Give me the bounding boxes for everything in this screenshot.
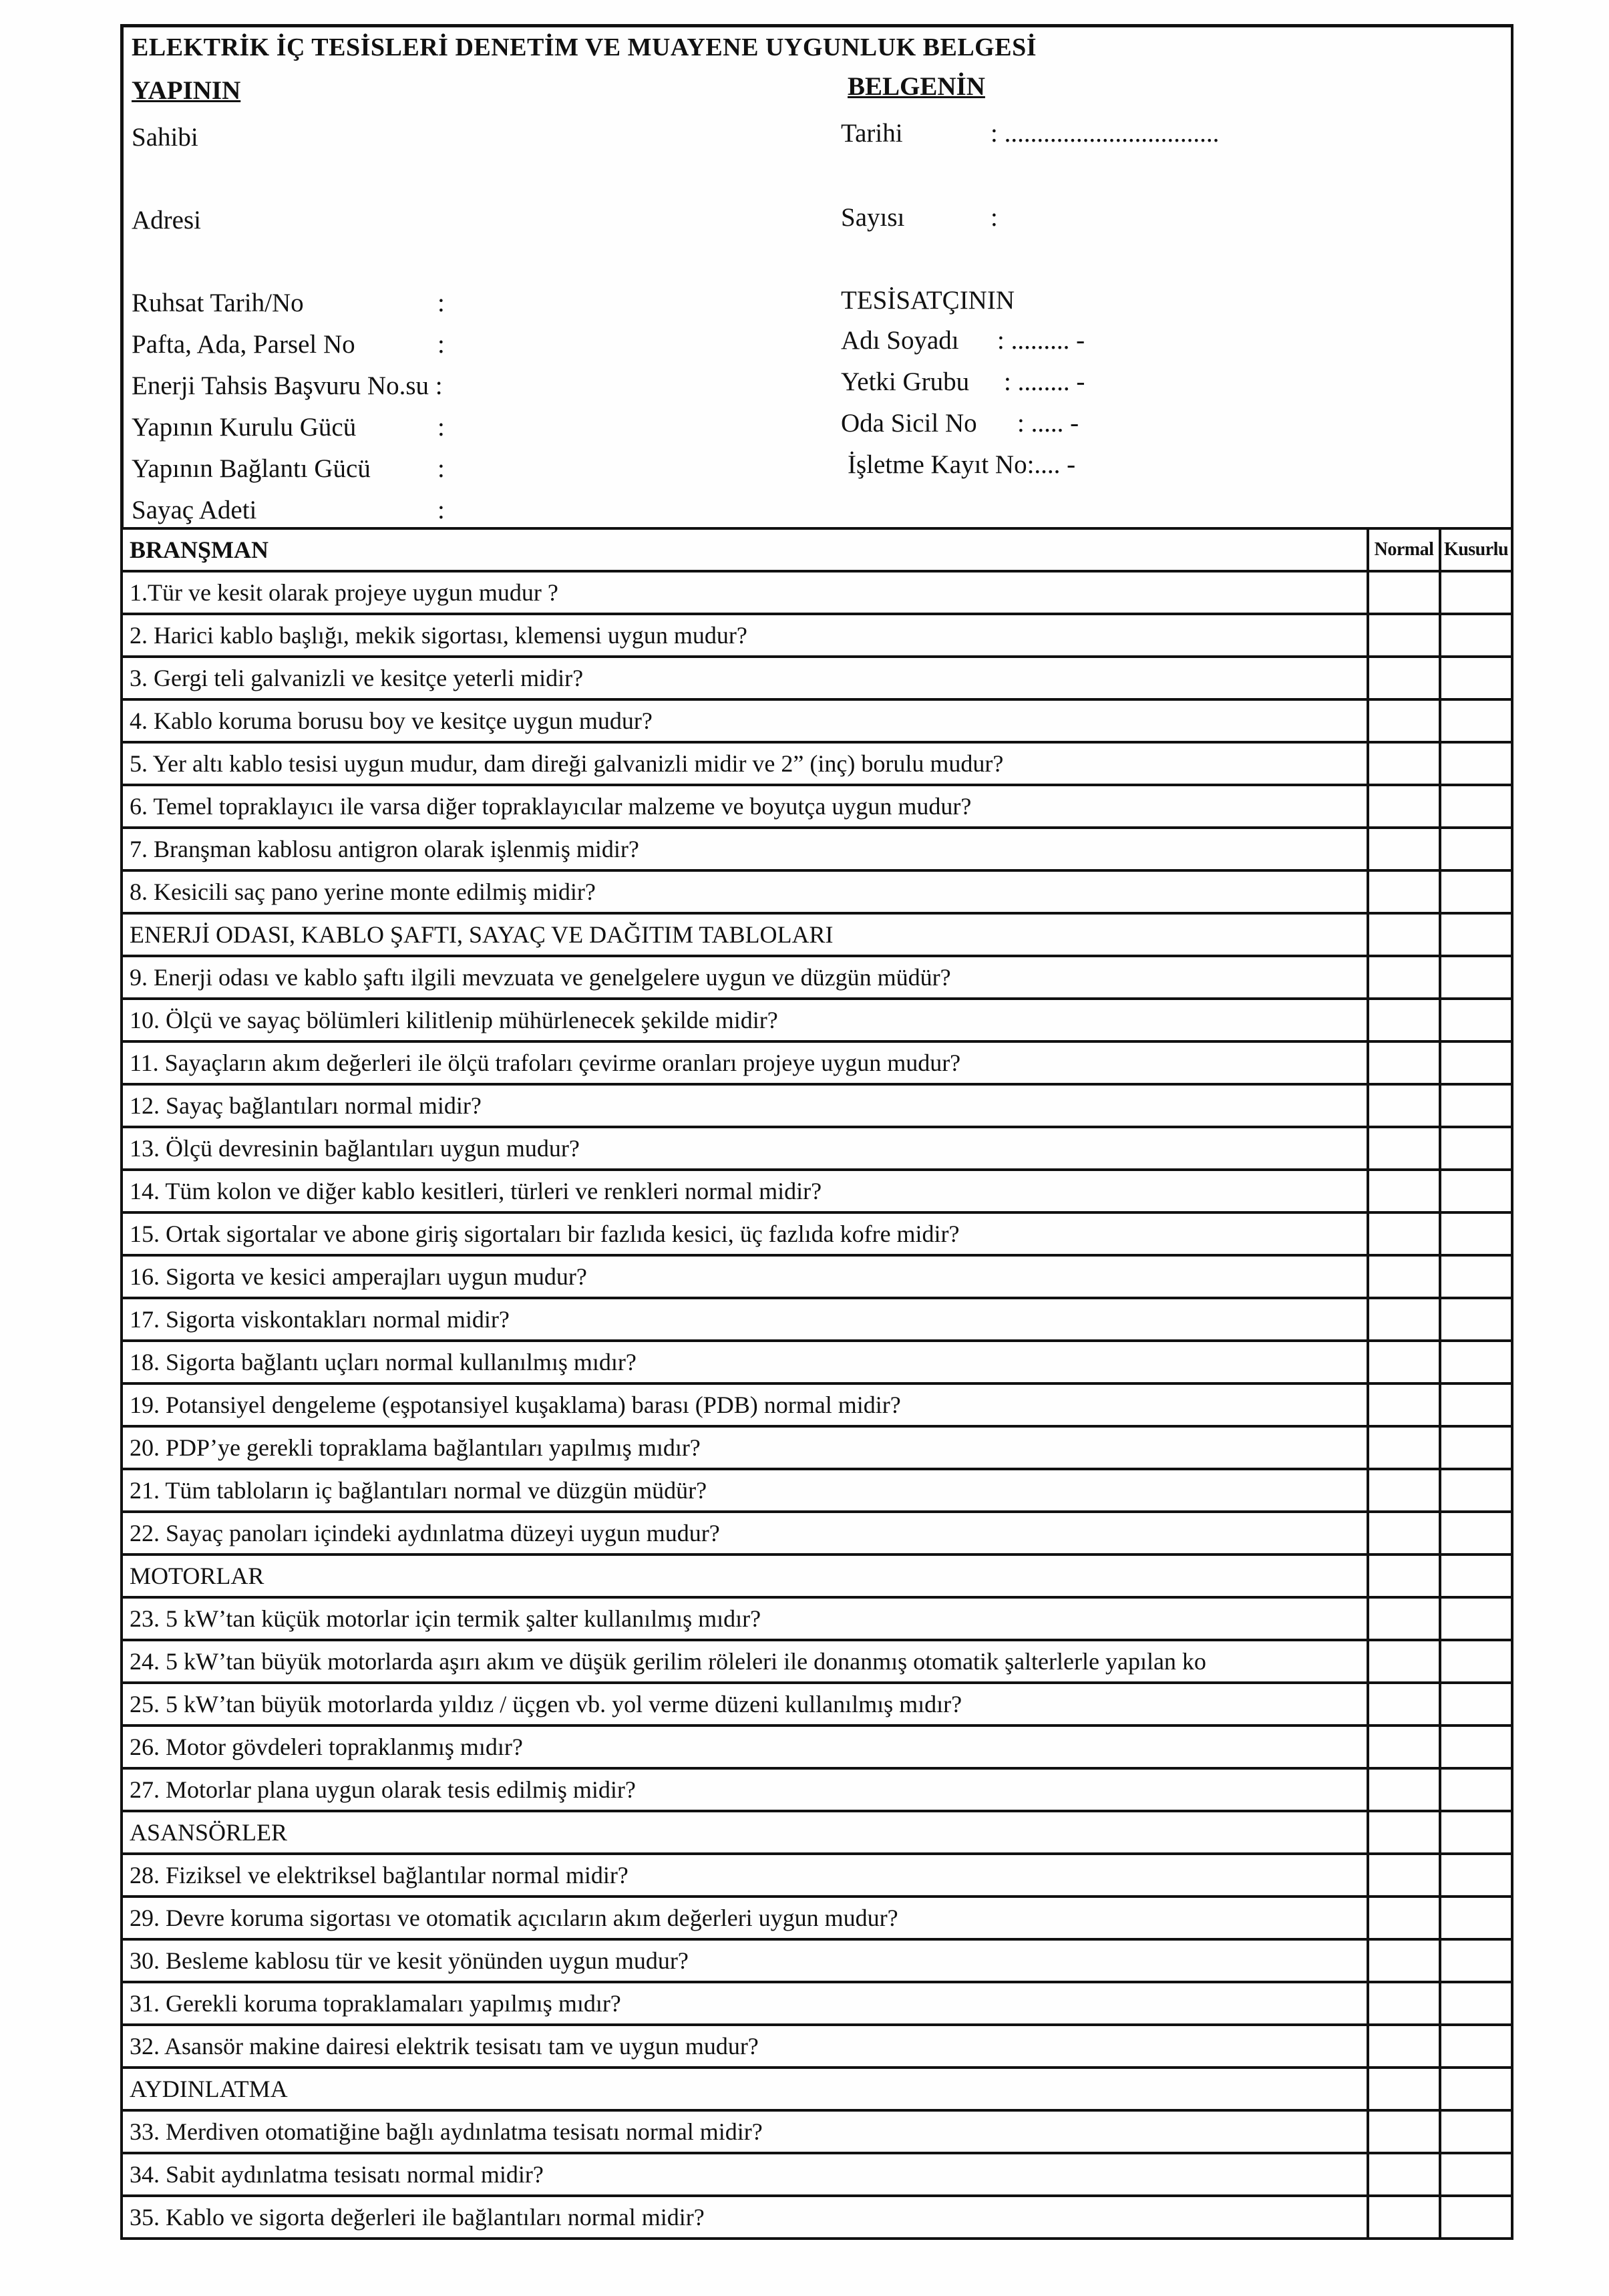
question-text: 18. Sigorta bağlantı uçları normal kullanılmış mıdır? (122, 1341, 1368, 1383)
question-text: 12. Sayaç bağlantıları normal midir? (122, 1084, 1368, 1127)
kusurlu-checkbox-cell[interactable] (1440, 1041, 1512, 1084)
normal-checkbox-cell[interactable] (1368, 1768, 1440, 1811)
question-row (122, 1041, 1512, 1084)
normal-checkbox-cell[interactable] (1368, 1683, 1440, 1726)
kusurlu-checkbox-cell[interactable] (1440, 1897, 1512, 1939)
question-row (122, 1255, 1512, 1298)
kusurlu-checkbox-cell[interactable] (1440, 870, 1512, 913)
permit-colon: : (437, 289, 445, 317)
kusurlu-checkbox-cell[interactable] (1440, 828, 1512, 870)
question-row (122, 742, 1512, 785)
question-text: 16. Sigorta ve kesici amperajları uygun mudur? (122, 1255, 1368, 1298)
question-text: 11. Sayaçların akım değerleri ile ölçü trafoları çevirme oranları projeye uygun mudur? (122, 1041, 1368, 1084)
kusurlu-checkbox-cell[interactable] (1440, 1084, 1512, 1127)
section-header-cell (1440, 2068, 1512, 2110)
normal-checkbox-cell[interactable] (1368, 1982, 1440, 2025)
question-text: 17. Sigorta viskontakları normal midir? (122, 1298, 1368, 1341)
section-header-cell (1368, 2068, 1440, 2110)
certificate-section-heading: BELGENİN (848, 72, 985, 101)
question-text: 7. Branşman kablosu antigron olarak işlenmiş midir? (122, 828, 1368, 870)
kusurlu-checkbox-cell[interactable] (1440, 1341, 1512, 1383)
section-header-row (122, 913, 1512, 956)
question-text: 1.Tür ve kesit olarak projeye uygun mudur ? (122, 571, 1368, 614)
kusurlu-checkbox-cell[interactable] (1440, 1469, 1512, 1512)
normal-checkbox-cell[interactable] (1368, 1127, 1440, 1170)
question-text: 22. Sayaç panoları içindeki aydınlatma düzeyi uygun mudur? (122, 1512, 1368, 1554)
question-row (122, 1127, 1512, 1170)
question-row (122, 2110, 1512, 2153)
section-header-cell (1368, 1554, 1440, 1597)
kusurlu-checkbox-cell[interactable] (1440, 785, 1512, 828)
question-text: 27. Motorlar plana uygun olarak tesis edilmiş midir? (122, 1768, 1368, 1811)
question-row (122, 2153, 1512, 2196)
question-text: 8. Kesicili saç pano yerine monte edilmiş midir? (122, 870, 1368, 913)
question-text: 23. 5 kW’tan küçük motorlar için termik şalter kullanılmış mıdır? (122, 1597, 1368, 1640)
permit-label: Ruhsat Tarih/No (132, 289, 304, 317)
question-text: 4. Kablo koruma borusu boy ve kesitçe uygun mudur? (122, 699, 1368, 742)
normal-checkbox-cell[interactable] (1368, 1426, 1440, 1469)
question-text: 21. Tüm tabloların iç bağlantıları normal ve düzgün müdür? (122, 1469, 1368, 1512)
question-text: 15. Ortak sigortalar ve abone giriş sigortaları bir fazlıda kesici, üç fazlıda kofre midir? (122, 1212, 1368, 1255)
number-field[interactable]: : (991, 203, 998, 232)
normal-checkbox-cell[interactable] (1368, 828, 1440, 870)
connection-power-label: Yapının Bağlantı Gücü (132, 454, 371, 483)
chamber-registry-label: Oda Sicil No (841, 409, 977, 438)
question-row (122, 1426, 1512, 1469)
question-row (122, 1469, 1512, 1512)
kusurlu-checkbox-cell[interactable] (1440, 1982, 1512, 2025)
checklist-table (120, 527, 1513, 2240)
kusurlu-checkbox-cell[interactable] (1440, 2196, 1512, 2239)
normal-checkbox-cell[interactable] (1368, 614, 1440, 657)
section-header-row (122, 2068, 1512, 2110)
section-title: AYDINLATMA (122, 2068, 1368, 2110)
section-title: ASANSÖRLER (122, 1811, 1368, 1854)
kusurlu-checkbox-cell[interactable] (1440, 657, 1512, 699)
building-section-heading: YAPININ (132, 76, 241, 105)
normal-column-header: Normal (1368, 528, 1440, 571)
normal-checkbox-cell[interactable] (1368, 870, 1440, 913)
section-title: BRANŞMAN (122, 528, 1368, 571)
installed-power-colon: : (437, 413, 445, 442)
normal-checkbox-cell[interactable] (1368, 571, 1440, 614)
question-row (122, 1212, 1512, 1255)
normal-checkbox-cell[interactable] (1368, 1383, 1440, 1426)
installer-name-label: Adı Soyadı (841, 326, 959, 355)
section-header-cell (1440, 913, 1512, 956)
number-label: Sayısı (841, 203, 905, 232)
kusurlu-checkbox-cell[interactable] (1440, 1383, 1512, 1426)
question-text: 33. Merdiven otomatiğine bağlı aydınlatma tesisatı normal midir? (122, 2110, 1368, 2153)
inspection-form (120, 24, 1513, 2240)
section-header-cell (1368, 1811, 1440, 1854)
section-title: ENERJİ ODASI, KABLO ŞAFTI, SAYAÇ VE DAĞITIM TABLOLARI (122, 913, 1368, 956)
normal-checkbox-cell[interactable] (1368, 1084, 1440, 1127)
installer-name-field[interactable]: : ......... - (997, 326, 1085, 355)
normal-checkbox-cell[interactable] (1368, 956, 1440, 999)
question-text: 35. Kablo ve sigorta değerleri ile bağlantıları normal midir? (122, 2196, 1368, 2239)
kusurlu-checkbox-cell[interactable] (1440, 1170, 1512, 1212)
energy-application-label: Enerji Tahsis Başvuru No.su : (132, 371, 443, 400)
question-row (122, 614, 1512, 657)
kusurlu-checkbox-cell[interactable] (1440, 1768, 1512, 1811)
question-row (122, 1726, 1512, 1768)
kusurlu-checkbox-cell[interactable] (1440, 2153, 1512, 2196)
normal-checkbox-cell[interactable] (1368, 1939, 1440, 1982)
normal-checkbox-cell[interactable] (1368, 1469, 1440, 1512)
kusurlu-checkbox-cell[interactable] (1440, 699, 1512, 742)
kusurlu-checkbox-cell[interactable] (1440, 1426, 1512, 1469)
question-text: 24. 5 kW’tan büyük motorlarda aşırı akım ve düşük gerilim röleleri ile donanmış otomatik şalterlerle yapılan ko (122, 1640, 1368, 1683)
normal-checkbox-cell[interactable] (1368, 1726, 1440, 1768)
owner-label: Sahibi (132, 123, 198, 152)
section-header-cell (1368, 913, 1440, 956)
installed-power-label: Yapının Kurulu Gücü (132, 413, 357, 442)
section-header-row (122, 1554, 1512, 1597)
date-label: Tarihi (841, 119, 903, 148)
kusurlu-checkbox-cell[interactable] (1440, 1255, 1512, 1298)
kusurlu-column-header: Kusurlu (1440, 528, 1512, 571)
question-row (122, 1298, 1512, 1341)
question-text: 32. Asansör makine dairesi elektrik tesisatı tam ve uygun mudur? (122, 2025, 1368, 2068)
question-text: 9. Enerji odası ve kablo şaftı ilgili mevzuata ve genelgelere uygun ve düzgün müdür? (122, 956, 1368, 999)
question-text: 5. Yer altı kablo tesisi uygun mudur, dam direği galvanizli midir ve 2” (inç) borulu mudur? (122, 742, 1368, 785)
section-header-row (122, 1811, 1512, 1854)
authority-group-label: Yetki Grubu (841, 367, 970, 396)
question-row (122, 699, 1512, 742)
address-label: Adresi (132, 206, 201, 234)
operation-registration-field[interactable]: İşletme Kayıt No:.... - (848, 450, 1076, 479)
kusurlu-checkbox-cell[interactable] (1440, 1127, 1512, 1170)
question-row (122, 1597, 1512, 1640)
kusurlu-checkbox-cell[interactable] (1440, 1212, 1512, 1255)
question-row (122, 1084, 1512, 1127)
question-row (122, 785, 1512, 828)
meter-count-label: Sayaç Adeti (132, 496, 257, 524)
normal-checkbox-cell[interactable] (1368, 742, 1440, 785)
normal-checkbox-cell[interactable] (1368, 2153, 1440, 2196)
normal-checkbox-cell[interactable] (1368, 1255, 1440, 1298)
question-row (122, 1170, 1512, 1212)
question-text: 14. Tüm kolon ve diğer kablo kesitleri, türleri ve renkleri normal midir? (122, 1170, 1368, 1212)
kusurlu-checkbox-cell[interactable] (1440, 2025, 1512, 2068)
question-row (122, 571, 1512, 614)
question-text: 31. Gerekli koruma topraklamaları yapılmış mıdır? (122, 1982, 1368, 2025)
question-text: 28. Fiziksel ve elektriksel bağlantılar normal midir? (122, 1854, 1368, 1897)
normal-checkbox-cell[interactable] (1368, 2110, 1440, 2153)
question-text: 29. Devre koruma sigortası ve otomatik açıcıların akım değerleri uygun mudur? (122, 1897, 1368, 1939)
question-row (122, 1683, 1512, 1726)
meter-count-colon: : (437, 496, 445, 524)
kusurlu-checkbox-cell[interactable] (1440, 742, 1512, 785)
section-header-cell (1440, 1554, 1512, 1597)
normal-checkbox-cell[interactable] (1368, 1854, 1440, 1897)
normal-checkbox-cell[interactable] (1368, 657, 1440, 699)
question-row (122, 956, 1512, 999)
normal-checkbox-cell[interactable] (1368, 1512, 1440, 1554)
question-row (122, 657, 1512, 699)
normal-checkbox-cell[interactable] (1368, 1041, 1440, 1084)
normal-checkbox-cell[interactable] (1368, 1897, 1440, 1939)
kusurlu-checkbox-cell[interactable] (1440, 1512, 1512, 1554)
form-title: ELEKTRİK İÇ TESİSLERİ DENETİM VE MUAYENE UYGUNLUK BELGESİ (132, 33, 1037, 61)
normal-checkbox-cell[interactable] (1368, 1212, 1440, 1255)
normal-checkbox-cell[interactable] (1368, 1597, 1440, 1640)
question-row (122, 1897, 1512, 1939)
normal-checkbox-cell[interactable] (1368, 1298, 1440, 1341)
question-row (122, 1939, 1512, 1982)
question-text: 6. Temel topraklayıcı ile varsa diğer topraklayıcılar malzeme ve boyutça uygun mudur? (122, 785, 1368, 828)
question-row (122, 1341, 1512, 1383)
kusurlu-checkbox-cell[interactable] (1440, 999, 1512, 1041)
parcel-label: Pafta, Ada, Parsel No (132, 330, 355, 359)
question-row (122, 870, 1512, 913)
question-text: 34. Sabit aydınlatma tesisatı normal midir? (122, 2153, 1368, 2196)
question-row (122, 1512, 1512, 1554)
question-text: 26. Motor gövdeleri topraklanmış mıdır? (122, 1726, 1368, 1768)
question-text: 10. Ölçü ve sayaç bölümleri kilitlenip mühürlenecek şekilde midir? (122, 999, 1368, 1041)
question-text: 19. Potansiyel dengeleme (eşpotansiyel kuşaklama) barası (PDB) normal midir? (122, 1383, 1368, 1426)
question-row (122, 1383, 1512, 1426)
normal-checkbox-cell[interactable] (1368, 785, 1440, 828)
question-row (122, 999, 1512, 1041)
normal-checkbox-cell[interactable] (1368, 999, 1440, 1041)
question-text: 2. Harici kablo başlığı, mekik sigortası, klemensi uygun mudur? (122, 614, 1368, 657)
parcel-colon: : (437, 330, 445, 359)
normal-checkbox-cell[interactable] (1368, 1170, 1440, 1212)
question-text: 25. 5 kW’tan büyük motorlarda yıldız / üçgen vb. yol verme düzeni kullanılmış mıdır? (122, 1683, 1368, 1726)
section-header-row (122, 528, 1512, 571)
kusurlu-checkbox-cell[interactable] (1440, 1597, 1512, 1640)
normal-checkbox-cell[interactable] (1368, 699, 1440, 742)
kusurlu-checkbox-cell[interactable] (1440, 956, 1512, 999)
kusurlu-checkbox-cell[interactable] (1440, 614, 1512, 657)
kusurlu-checkbox-cell[interactable] (1440, 1939, 1512, 1982)
authority-group-field[interactable]: : ........ - (1004, 367, 1085, 396)
kusurlu-checkbox-cell[interactable] (1440, 1640, 1512, 1683)
question-text: 20. PDP’ye gerekli topraklama bağlantıları yapılmış mıdır? (122, 1426, 1368, 1469)
date-field[interactable]: : ................................. (991, 119, 1220, 148)
question-text: 13. Ölçü devresinin bağlantıları uygun mudur? (122, 1127, 1368, 1170)
chamber-registry-field[interactable]: : ..... - (1017, 409, 1079, 438)
normal-checkbox-cell[interactable] (1368, 2025, 1440, 2068)
normal-checkbox-cell[interactable] (1368, 2196, 1440, 2239)
question-row (122, 828, 1512, 870)
question-row (122, 1640, 1512, 1683)
question-row (122, 2196, 1512, 2239)
kusurlu-checkbox-cell[interactable] (1440, 2110, 1512, 2153)
form-header (120, 24, 1513, 527)
question-row (122, 2025, 1512, 2068)
question-text: 3. Gergi teli galvanizli ve kesitçe yeterli midir? (122, 657, 1368, 699)
installer-section-heading: TESİSATÇININ (841, 286, 1015, 315)
kusurlu-checkbox-cell[interactable] (1440, 1854, 1512, 1897)
kusurlu-checkbox-cell[interactable] (1440, 1726, 1512, 1768)
question-row (122, 1854, 1512, 1897)
normal-checkbox-cell[interactable] (1368, 1640, 1440, 1683)
section-header-cell (1440, 1811, 1512, 1854)
kusurlu-checkbox-cell[interactable] (1440, 1298, 1512, 1341)
normal-checkbox-cell[interactable] (1368, 1341, 1440, 1383)
question-row (122, 1768, 1512, 1811)
question-row (122, 1982, 1512, 2025)
section-title: MOTORLAR (122, 1554, 1368, 1597)
kusurlu-checkbox-cell[interactable] (1440, 1683, 1512, 1726)
connection-power-colon: : (437, 454, 445, 483)
question-text: 30. Besleme kablosu tür ve kesit yönünden uygun mudur? (122, 1939, 1368, 1982)
kusurlu-checkbox-cell[interactable] (1440, 571, 1512, 614)
